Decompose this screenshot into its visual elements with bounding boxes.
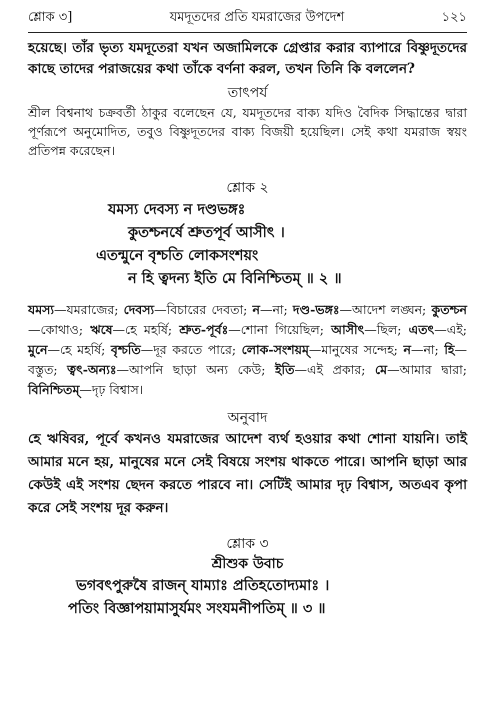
purport-heading: তাৎপর্য bbox=[227, 85, 268, 101]
synonym-term: মে bbox=[375, 362, 388, 377]
verse-line: যমস্য দেবস্য ন দণ্ডভঙ্গঃ bbox=[108, 201, 246, 218]
synonym-term: ইতি bbox=[275, 362, 295, 377]
synonym-meaning: দৃঢ় বিশ্বাস। bbox=[91, 382, 144, 397]
synonym-term: লোক-সংশয়ম্ bbox=[241, 342, 309, 357]
synonym-term: যমস্য bbox=[28, 302, 55, 317]
synonym-meaning: শোনা গিয়েছিল; bbox=[240, 322, 324, 337]
synonym-meaning: না; bbox=[423, 342, 439, 357]
synonym-term: ঋষে bbox=[90, 322, 113, 337]
synonym-meaning: বিচারের দেবতা; bbox=[166, 302, 248, 317]
synonym-term: হি bbox=[444, 342, 455, 357]
verse-line: ন হি ত্বদন্য ইতি মে বিনিশ্চিতম্ ॥ ২ ॥ bbox=[128, 270, 342, 287]
shloka-2-heading: শ্লোক ২ bbox=[226, 180, 269, 196]
synonym-meaning: কোথাও; bbox=[40, 322, 84, 337]
synonym-meaning: না; bbox=[272, 302, 288, 317]
synonym-term: বিনিশ্চিতম্ bbox=[28, 382, 80, 397]
running-header bbox=[28, 8, 467, 33]
verse-line: পতিং বিজ্ঞাপয়ামাসুর্যমং সংযমনীপতিম্ ॥ ৩ ॥ bbox=[68, 600, 326, 617]
synonym-term: শ্রুত-পূর্বঃ bbox=[179, 322, 229, 337]
header-verse-ref: শ্লোক ৩] bbox=[28, 10, 73, 25]
verse-line: কুতশ্চনর্ষে শ্রুতপূর্ব আসীৎ । bbox=[128, 224, 285, 241]
synonym-meaning: এই প্রকার; bbox=[307, 362, 366, 377]
synonym-term: কুতশ্চন bbox=[431, 302, 467, 317]
synonym-term: ত্বৎ-অন্যঃ bbox=[67, 362, 117, 377]
synonym-meaning: হে মহর্ষি; bbox=[125, 322, 173, 337]
synonym-meaning: আপনি ছাড়া অন্য কেউ; bbox=[129, 362, 266, 377]
shloka-3-heading: শ্লোক ৩ bbox=[226, 536, 269, 552]
synonym-term: এতৎ bbox=[408, 322, 435, 337]
speaker-line: শ্রীশুক উবাচ bbox=[211, 556, 284, 572]
synonym-term: দণ্ড-ভঙ্গঃ bbox=[292, 302, 340, 317]
shloka-3-verse bbox=[28, 574, 467, 620]
synonym-meaning: ছিল; bbox=[376, 322, 402, 337]
synonym-term: দেবস্য bbox=[123, 302, 155, 317]
header-chapter-title: যমদূতদের প্রতি যমরাজের উপদেশ bbox=[169, 10, 345, 25]
synonym-term: ন bbox=[403, 342, 411, 357]
verse-line: এতন্মুনে বৃশ্চতি লোকসংশয়ং bbox=[96, 247, 259, 264]
synonym-meaning: আমার দ্বারা; bbox=[399, 362, 467, 377]
page-number: ১২১ bbox=[441, 10, 467, 25]
translation-text: হে ঋষিবর, পূর্বে কখনও যমরাজের আদেশ ব্যর্থ হওয়ার কথা শোনা যায়নি। তাই আমার মনে হয়, মানুষের মনে সেই বিষয়ে সংশয় থাকতে পারে। আপনি ছাড়া আর কেউই এই সংশয় ছেদন করতে পারবে না। সেটিই আমার দৃঢ় বিশ্বাস, অতএব কৃপা করে সেই সংশয় দূর করুন। bbox=[28, 431, 467, 516]
question-paragraph: হয়েছে। তাঁর ভৃত্য যমদূতেরা যখন অজামিলকে গ্রেপ্তার করার ব্যাপারে বিষ্ণুদূতদের কাছে তাদের পরাজয়ের কথা তাঁকে বর্ণনা করল, তখন তিনি কি বললেন? bbox=[28, 40, 467, 77]
synonyms-paragraph: যমস্য—যমরাজের; দেবস্য—বিচারের দেবতা; ন—না; দণ্ড-ভঙ্গঃ—আদেশ লঙ্ঘন; কুতশ্চন—কোথাও; ঋষে—হে মহর্ষি; শ্রুত-পূর্বঃ—শোনা গিয়েছিল; আসীৎ—ছিল; এতৎ—এই; মুনে—হে মহর্ষি; বৃশ্চতি—দূর করতে পারে; লোক-সংশয়ম্—মানুষের সন্দেহ; ন—না; হি—বস্তুত; ত্বৎ-অন্যঃ—আপনি ছাড়া অন্য কেউ; ইতি—এই প্রকার; মে—আমার দ্বারা; বিনিশ্চিতম্—দৃঢ় বিশ্বাস। bbox=[28, 302, 467, 397]
synonym-meaning: এই; bbox=[446, 322, 467, 337]
synonym-meaning: মানুষের সন্দেহ; bbox=[321, 342, 398, 357]
purport-text: শ্রীল বিশ্বনাথ চক্রবর্তী ঠাকুর বলেছেন যে, যমদূতদের বাক্য যদিও বৈদিক সিদ্ধান্তের দ্বারা পূর্ণরূপে অনুমোদিত, তবুও বিষ্ণুদূতদের বাক্য বিজয়ী হয়েছিল। সেই কথা যমরাজ স্বয়ং প্রতিপন্ন করেছেন। bbox=[28, 105, 467, 158]
synonym-meaning: হে মহর্ষি; bbox=[59, 342, 106, 357]
verse-line: ভগবৎপুরুষৈ রাজন্ যাম্যাঃ প্রতিহতোদ্যমাঃ । bbox=[76, 577, 330, 594]
synonym-meaning: আদেশ লঙ্ঘন; bbox=[352, 302, 427, 317]
synonym-term: আসীৎ bbox=[331, 322, 365, 337]
translation-heading: অনুবাদ bbox=[227, 410, 268, 426]
synonym-meaning: দূর করতে পারে; bbox=[153, 342, 237, 357]
synonym-term: ন bbox=[252, 302, 260, 317]
synonym-term: মুনে bbox=[28, 342, 48, 357]
synonym-meaning: যমরাজের; bbox=[66, 302, 119, 317]
synonym-term: বৃশ্চতি bbox=[110, 342, 141, 357]
synonym-meaning: বস্তুত; bbox=[28, 362, 58, 377]
shloka-2-verse bbox=[28, 198, 467, 290]
